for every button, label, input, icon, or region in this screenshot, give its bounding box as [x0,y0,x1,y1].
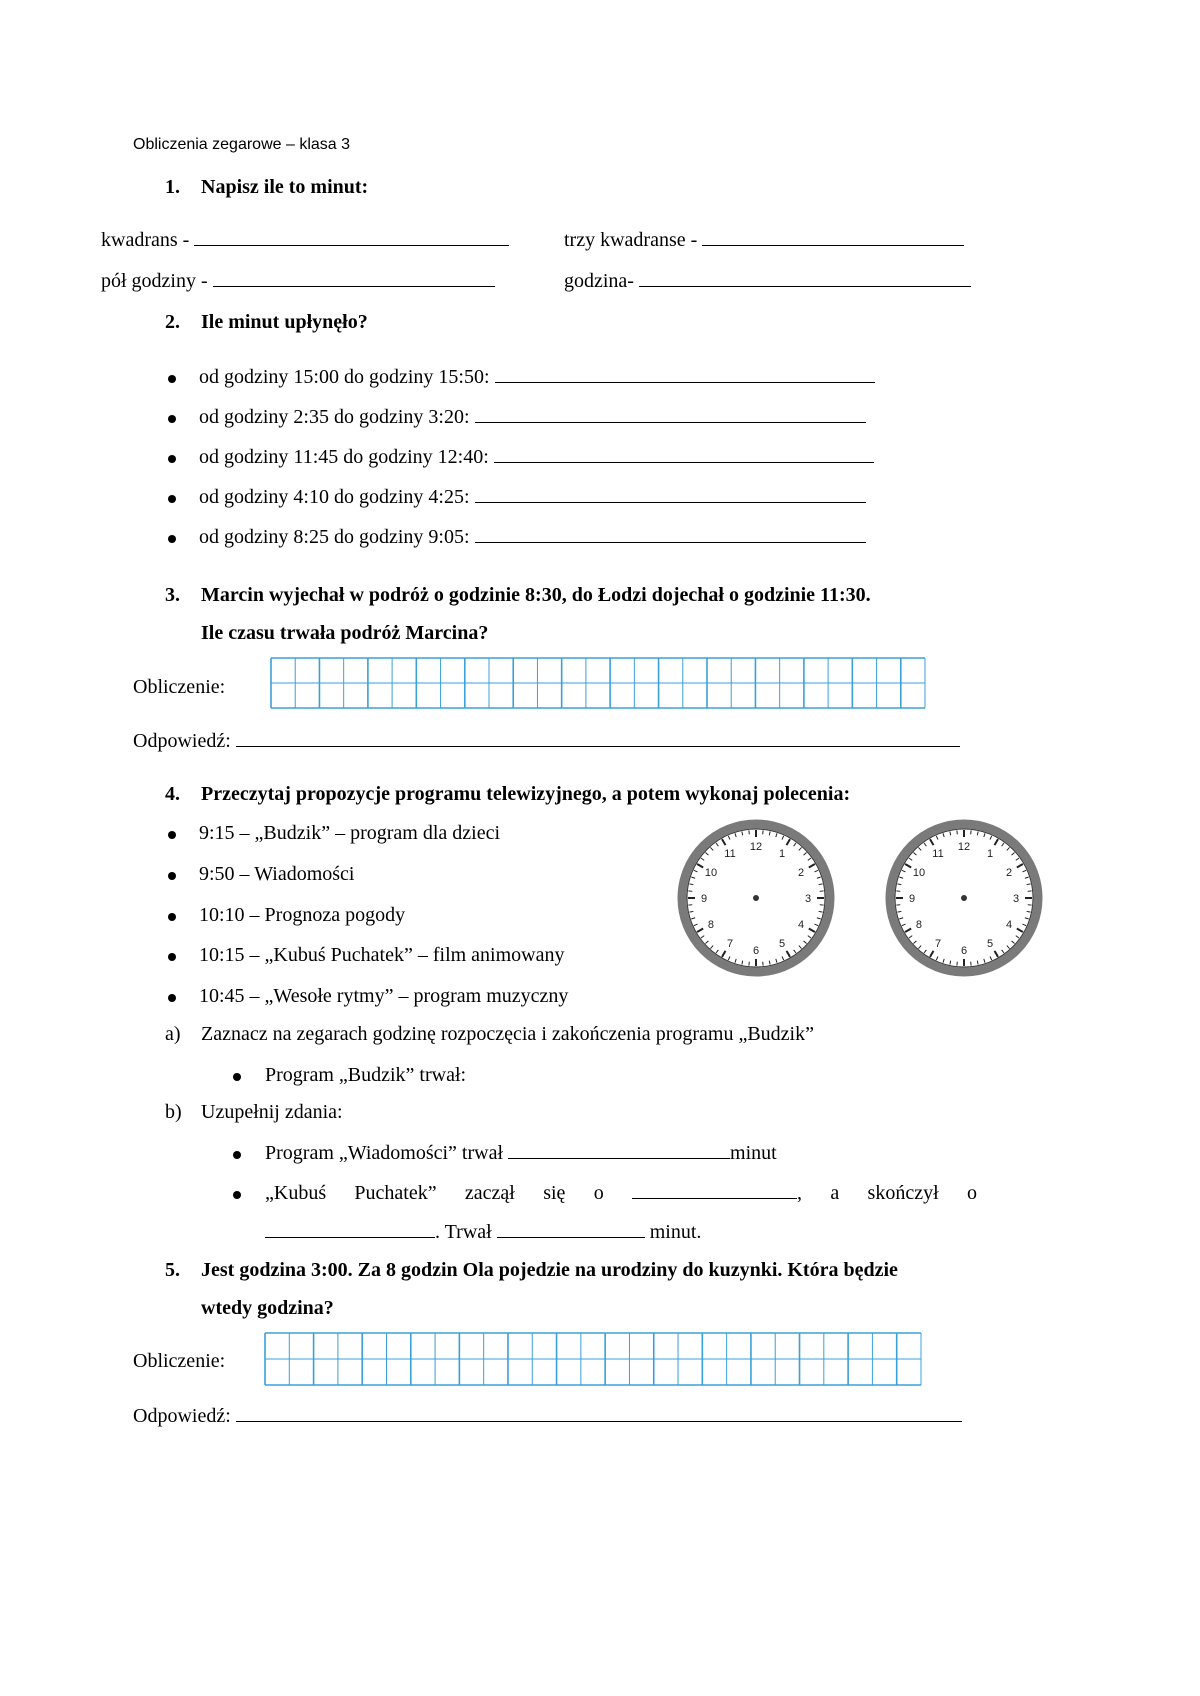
clock-number: 7 [934,938,942,951]
task3-line2: Ile czasu trwała podróż Marcina? [201,622,489,644]
task5-number: 5. [165,1259,180,1281]
task5-line1-text: Jest godzina 3:00. Za 8 godzin Ola pojedzie na urodziny do kuzynki. Która będzie [201,1259,898,1281]
word: o [593,1182,604,1204]
task4-heading [165,783,850,806]
task1-item-label: godzina- [564,270,634,292]
task1-item-label: kwadrans - [101,229,190,251]
bullet-icon [233,1191,241,1199]
word: Puchatek” [354,1182,437,1204]
clock-number: 12 [957,841,971,853]
list-item [199,486,866,509]
bullet-icon [168,375,176,383]
word: a [830,1182,840,1204]
task1-item-kwadrans [101,229,509,252]
answer-line[interactable] [475,502,866,503]
task3-calc-label: Obliczenie: [133,676,226,698]
task4b-bullet2-line3 [265,1221,701,1244]
task5-line2: wtedy godzina? [201,1297,334,1319]
list-item [199,526,866,549]
list-item-text: od godziny 15:00 do godziny 15:50: [199,366,490,388]
clock-number: 2 [1005,867,1013,879]
answer-line[interactable] [494,462,874,463]
list-item-text: od godziny 8:25 do godziny 9:05: [199,526,470,548]
list-item: 9:15 – „Budzik” – program dla dzieci [199,822,501,844]
clock-number: 10 [704,867,718,879]
task4-heading-text: Przeczytaj propozycje programu telewizyjnego, a potem wykonaj polecenia: [201,783,851,805]
clock-number: 5 [778,938,786,951]
sentence-end: minut [730,1142,777,1164]
task1-item-trzy-kwadranse [564,229,964,252]
list-item-text: od godziny 4:10 do godziny 4:25: [199,486,470,508]
answer-line[interactable] [236,746,960,747]
clock-number: 9 [908,893,916,905]
clock-center [753,895,759,901]
answer-line[interactable] [632,1198,797,1199]
sentence-start: Program „Wiadomości” trwał [265,1142,504,1164]
list-item: 10:10 – Prognoza pogody [199,904,406,926]
task5-line1 [165,1259,898,1282]
bullet-icon [168,831,176,839]
clock-number: 11 [932,847,944,860]
list-item [199,406,866,429]
clock-center [961,895,967,901]
answer-line[interactable] [236,1421,962,1422]
answer-line[interactable] [475,422,866,423]
task4b-bullet1 [265,1142,777,1165]
clock-number: 8 [707,919,715,931]
task3-answer [133,730,960,753]
bullet-icon [168,953,176,961]
clock-number: 1 [778,847,786,860]
answer-line[interactable] [497,1237,645,1238]
clock-number: 3 [804,893,812,905]
clock-number: 2 [797,867,805,879]
task4a-label: a) [165,1023,181,1045]
answer-line[interactable] [639,286,971,287]
list-item [199,366,875,389]
clock-face-end[interactable] [884,818,1044,978]
clock-number: 6 [752,945,760,957]
task1-heading [165,176,368,199]
task4b-text: Uzupełnij zdania: [201,1101,343,1123]
task5-calc-grid[interactable] [264,1332,922,1386]
bullet-icon [168,455,176,463]
word: minut. [649,1221,702,1243]
clock-number: 9 [700,893,708,905]
task3-line1-text: Marcin wyjechał w podróż o godzinie 8:30, do Łodzi dojechał o godzinie 11:30. [201,584,871,606]
task1-item-pol-godziny [101,270,495,293]
answer-line[interactable] [475,542,866,543]
list-item [199,446,874,469]
clock-face-start[interactable] [676,818,836,978]
clock-number: 11 [724,847,736,860]
clock-number: 8 [915,919,923,931]
bullet-icon [168,535,176,543]
task1-heading-text: Napisz ile to minut: [201,176,369,198]
task4a [165,1023,814,1046]
task5-answer [133,1405,962,1428]
answer-label: Odpowiedź: [133,1405,231,1427]
answer-line[interactable] [213,286,495,287]
task4b-label: b) [165,1101,182,1123]
task4-number: 4. [165,783,180,805]
task2-heading-text: Ile minut upłynęło? [201,311,368,333]
task3-line1 [165,584,871,607]
bullet-icon [168,872,176,880]
bullet-icon [168,913,176,921]
list-item: 10:15 – „Kubuś Puchatek” – film animowany [199,944,565,966]
word: zaczął [464,1182,515,1204]
list-item-text: od godziny 2:35 do godziny 3:20: [199,406,470,428]
task1-number: 1. [165,176,180,198]
clock-number: 4 [1005,919,1013,931]
task4b [165,1101,343,1124]
task3-calc-grid[interactable] [270,657,926,709]
clock-number: 12 [749,841,763,853]
word: . Trwał [435,1221,492,1243]
list-item: 10:45 – „Wesołe rytmy” – program muzyczny [199,985,569,1007]
task1-item-label: trzy kwadranse - [564,229,698,251]
answer-line[interactable] [495,382,875,383]
answer-line[interactable] [194,245,509,246]
list-item-text: od godziny 11:45 do godziny 12:40: [199,446,489,468]
comma: , [797,1182,803,1204]
worksheet-title: Obliczenia zegarowe – klasa 3 [133,136,351,153]
task2-number: 2. [165,311,180,333]
bullet-icon [233,1073,241,1081]
task2-heading [165,311,368,334]
word: się [543,1182,566,1204]
task3-number: 3. [165,584,180,606]
task1-item-label: pół godziny - [101,270,208,292]
clock-number: 1 [986,847,994,860]
word: skończył [867,1182,939,1204]
clock-number: 5 [986,938,994,951]
clock-number: 4 [797,919,805,931]
clock-number: 6 [960,945,968,957]
clock-number: 7 [726,938,734,951]
answer-line[interactable] [508,1158,730,1159]
answer-label: Odpowiedź: [133,730,231,752]
answer-line[interactable] [702,245,964,246]
bullet-icon [168,495,176,503]
bullet-icon [233,1151,241,1159]
task4a-text: Zaznacz na zegarach godzinę rozpoczęcia i zakończenia programu „Budzik” [201,1023,814,1045]
answer-line[interactable] [265,1237,435,1238]
word: „Kubuś [265,1182,327,1204]
word: o [966,1182,977,1204]
task4b-bullet2 [265,1182,977,1205]
clock-number: 3 [1012,893,1020,905]
clock-number: 10 [912,867,926,879]
task5-calc-label: Obliczenie: [133,1350,226,1372]
bullet-icon [168,994,176,1002]
bullet-icon [168,415,176,423]
task4a-bullet: Program „Budzik” trwał: [265,1064,467,1086]
list-item: 9:50 – Wiadomości [199,863,355,885]
task1-item-godzina [564,270,971,293]
